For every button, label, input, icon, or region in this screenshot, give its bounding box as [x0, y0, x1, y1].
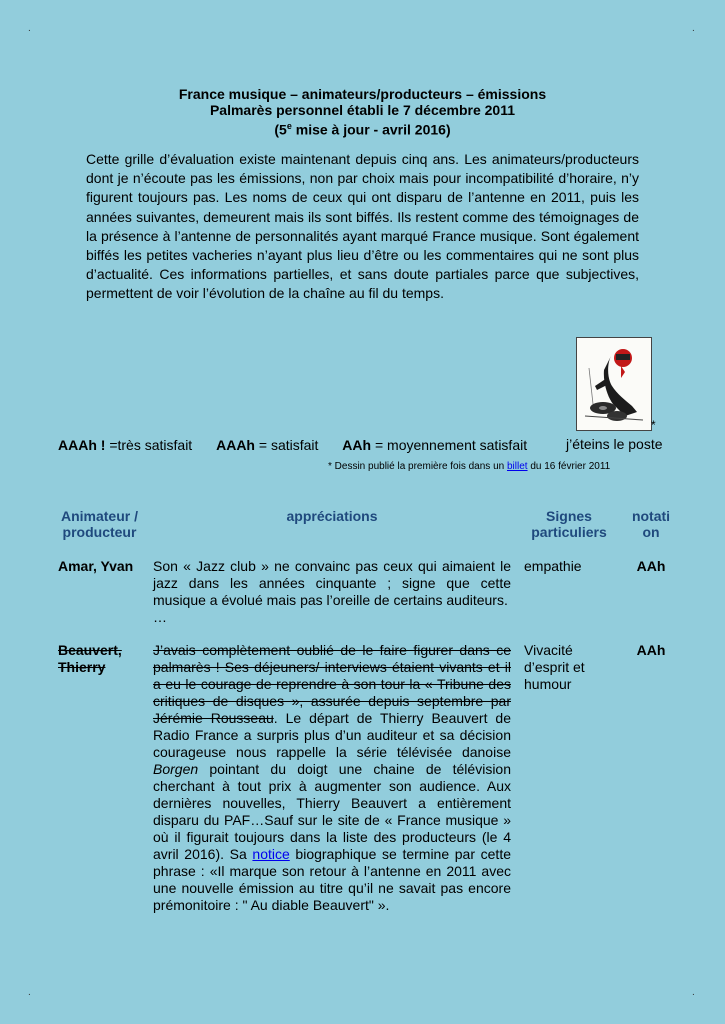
- corner-mark: .: [692, 987, 695, 998]
- table-row-signes: Vivacité d’esprit et humour: [524, 642, 585, 692]
- legend-switch-off: j’éteins le poste: [566, 436, 663, 452]
- table-row-signes: empathie: [524, 558, 582, 574]
- dj-drawing-image: [576, 337, 652, 431]
- table-row-rating: AAh: [636, 558, 666, 574]
- header-subtitle: Palmarès personnel établi le 7 décembre 2011: [209, 102, 516, 118]
- table-row-rating: AAh: [636, 642, 666, 658]
- legend-very-satisfied: AAAh ! =très satisfait: [58, 437, 193, 453]
- billet-link[interactable]: billet: [506, 461, 528, 472]
- document-header: [0, 86, 725, 138]
- drawing-asterisk: *: [651, 418, 656, 432]
- header-title: France musique – animateurs/producteurs – émissions: [178, 86, 547, 102]
- drawing-footnote: * Dessin publié la première fois dans un billet du 16 février 2011: [328, 461, 611, 472]
- table-row-name: Amar, Yvan: [58, 558, 134, 574]
- rating-legend: [58, 437, 547, 453]
- table-row-name: Beauvert, Thierry: [58, 642, 122, 675]
- legend-moderately-satisfied: AAh = moyennement satisfait: [342, 437, 528, 453]
- intro-paragraph: Cette grille d’évaluation existe maintenant depuis cinq ans. Les animateurs/producteurs dont je n’écoute pas les émissions, non par choix mais pour incompatibilité d’horaire, n’y figurent toujours pas. Les noms de ceux qui ont disparu de l’antenne en 2011, puis les années suivantes, demeurent mais ils sont biffés. Ils restent comme des témoignages de la présence à l’antenne de personnalités ayant marqué France musique. Sont également biffés les petites vacheries n’ayant plus lieu d’être ou les commentaires qui ne sont plus d’actualité. Ces informations partielles, et sans doute partiales parce que subjectives, permettent de voir l’évolution de la chaîne au fil du temps.: [86, 151, 639, 302]
- table-row-appreciation: Son « Jazz club » ne convainc pas ceux qui aimaient le jazz dans les années cinquante ; signe que cette musique a évolué mais pas l’oreille de certains auditeurs. …: [153, 558, 511, 625]
- column-header-animateur: Animateur / producteur: [60, 508, 138, 540]
- notice-link[interactable]: notice: [252, 846, 290, 862]
- column-header-signes: Signes particuliers: [531, 508, 607, 540]
- corner-mark: .: [28, 23, 31, 34]
- column-header-notation: notati on: [631, 508, 671, 540]
- table-row-appreciation: J’avais complètement oublié de le faire figurer dans ce palmarès ! Ses déjeuners/ interviews étaient vivants et il a eu le courage de reprendre à son tour la « Tribune des critiques de disques », assurée depuis septembre par Jérémie Rousseau. Le départ de Thierry Beauvert de Radio France a surpris plus d’un auditeur et sa décision courageuse nous rappelle la série télévisée danoise Borgen pointant du doigt une chaine de télévision cherchant à tout prix à augmenter son audience. Aux dernières nouvelles, Thierry Beauvert a entièrement disparu du PAF…Sauf sur le site de « France musique » où il figurait toujours dans la liste des producteurs (le 4 avril 2016). Sa notice biographique se termine par cette phrase : «Il marque son retour à l’antenne en 2011 avec une nouvelle émission au titre qu’il ne savait pas encore prémonitoire : " Au diable Beauvert" ».: [153, 642, 511, 913]
- header-update: (5e mise à jour - avril 2016): [274, 121, 451, 138]
- corner-mark: .: [692, 23, 695, 34]
- column-header-appreciations: appréciations: [286, 508, 378, 524]
- corner-mark: .: [28, 987, 31, 998]
- legend-satisfied: AAAh = satisfait: [216, 437, 319, 453]
